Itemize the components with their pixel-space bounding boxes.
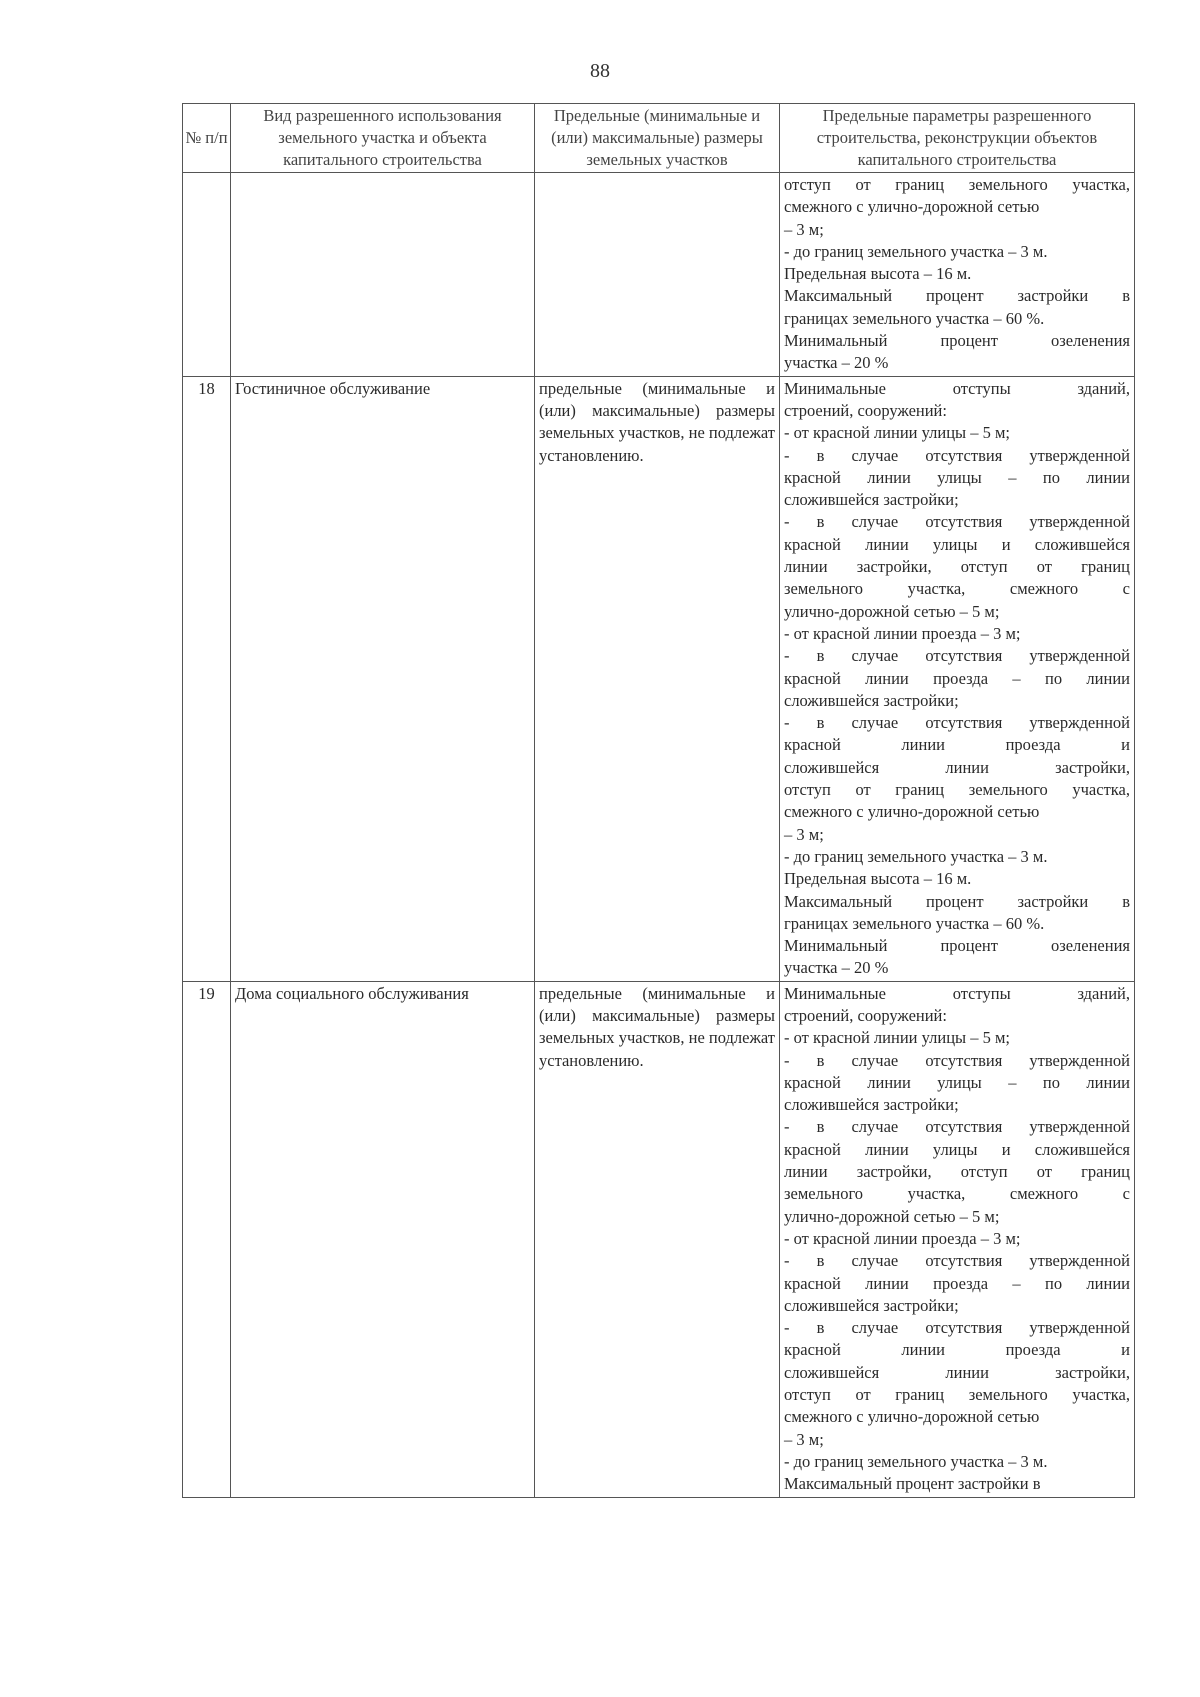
parameter-line: линии застройки, отступ от границ [784,557,1130,577]
parameter-line: сложившейся застройки; [784,490,959,510]
parameter-line: - до границ земельного участка – 3 м. [784,241,1048,261]
parameters-cell [780,173,1135,377]
parameter-line: - от красной линии проезда – 3 м; [784,1228,1021,1248]
parameter-line: - в случае отсутствия утвержденной [784,445,1130,465]
parameter-line: - в случае отсутствия утвержденной [784,1251,1130,1271]
parameter-line: Минимальный процент озеленения [784,331,1130,351]
parameter-line: отступ от границ земельного участка, [784,175,1130,194]
parameter-line: смежного с улично-дорожной сетью [784,802,1040,822]
table-header-row [183,104,1135,173]
parameter-line: - от красной линии улицы – 5 м; [784,1028,1011,1048]
parameter-line: отступ от границ земельного участка, [784,780,1130,800]
parameter-line: Максимальный процент застройки в [784,1474,1041,1494]
use-type-cell [231,173,535,377]
header-number: № п/п [183,104,231,173]
header-plot-sizes: Предельные (минимальные и (или) максимальные) размеры земельных участков [535,104,780,173]
parameter-line: строений, сооружений: [784,1005,947,1025]
parameter-line: сложившейся застройки; [784,1295,959,1315]
plot-sizes-cell: предельные (минимальные и (или) максимальные) размеры земельных участков, не подлежат установлению. [535,376,780,981]
parameter-line: сложившейся застройки; [784,690,959,710]
use-type-cell [231,981,535,1497]
parameter-line: улично-дорожной сетью – 5 м; [784,601,1000,621]
parameter-line: смежного с улично-дорожной сетью [784,1407,1040,1427]
table-row-18 [183,376,1135,981]
parameter-line: участка – 20 % [784,958,889,978]
parameter-line: Предельная высота – 16 м. [784,264,972,284]
row-number-cell [183,173,231,377]
use-type-text: Дома социального обслуживания [235,983,469,1003]
parameter-line: Минимальные отступы зданий, [784,378,1130,398]
parameter-line: – 3 м; [784,1429,824,1449]
parameter-line: - до границ земельного участка – 3 м. [784,1451,1048,1471]
parameter-line: - в случае отсутствия утвержденной [784,646,1130,666]
parameter-line: сложившейся линии застройки, [784,757,1130,777]
parameter-line: улично-дорожной сетью – 5 м; [784,1206,1000,1226]
header-use-type: Вид разрешенного использования земельного участка и объекта капитального строительства [231,104,535,173]
parameter-line: - в случае отсутствия утвержденной [784,512,1130,532]
parameter-line: красной линии проезда и [784,735,1130,755]
parameter-line: отступ от границ земельного участка, [784,1385,1130,1405]
plot-sizes-cell [535,173,780,377]
parameter-line: Максимальный процент застройки в [784,891,1130,911]
parameter-line: – 3 м; [784,219,824,239]
parameter-line: - в случае отсутствия утвержденной [784,1050,1130,1070]
parameter-line: - в случае отсутствия утвержденной [784,713,1130,733]
parameter-line: смежного с улично-дорожной сетью [784,197,1040,217]
parameter-line: Максимальный процент застройки в [784,286,1130,306]
parameter-line: Минимальный процент озеленения [784,936,1130,956]
parameter-line: Минимальные отступы зданий, [784,983,1130,1003]
parameter-line: - от красной линии улицы – 5 м; [784,423,1011,443]
parameter-line: участка – 20 % [784,353,889,373]
parameter-line: - в случае отсутствия утвержденной [784,1117,1130,1137]
parameter-line: – 3 м; [784,824,824,844]
parameters-cell [780,376,1135,981]
parameter-line: красной линии проезда и [784,1340,1130,1360]
parameter-line: - в случае отсутствия утвержденной [784,1318,1130,1338]
parameter-line: красной линии проезда – по линии [784,1273,1130,1293]
parameter-line: Предельная высота – 16 м. [784,869,972,889]
table-row-19 [183,981,1135,1497]
plot-sizes-cell: предельные (минимальные и (или) максимальные) размеры земельных участков, не подлежат установлению. [535,981,780,1497]
parameter-line: линии застройки, отступ от границ [784,1162,1130,1182]
parameter-line: красной линии улицы – по линии [784,1072,1130,1092]
parameter-line: красной линии проезда – по линии [784,668,1130,688]
parameter-line: сложившейся застройки; [784,1095,959,1115]
parameter-line: красной линии улицы и сложившейся [784,534,1130,554]
parameter-line: красной линии улицы – по линии [784,467,1130,487]
header-parameters: Предельные параметры разрешенного строительства, реконструкции объектов капитального строительства [780,104,1135,173]
page-number: 88 [590,60,610,82]
parameter-line: - до границ земельного участка – 3 м. [784,846,1048,866]
zoning-parameters-table [182,103,1135,1498]
parameter-line: границах земельного участка – 60 %. [784,913,1045,933]
use-type-cell: Гостиничное обслуживание [231,376,535,981]
parameter-line: красной линии улицы и сложившейся [784,1139,1130,1159]
parameters-cell [780,981,1135,1497]
parameter-line: земельного участка, смежного с [784,1184,1130,1204]
table-row-continuation [183,173,1135,377]
parameter-line: границах земельного участка – 60 %. [784,308,1045,328]
parameter-line: - от красной линии проезда – 3 м; [784,623,1021,643]
parameter-line: строений, сооружений: [784,400,947,420]
row-number-cell: 18 [183,376,231,981]
parameter-line: земельного участка, смежного с [784,579,1130,599]
parameter-line: сложившейся линии застройки, [784,1362,1130,1382]
row-number-cell: 19 [183,981,231,1497]
